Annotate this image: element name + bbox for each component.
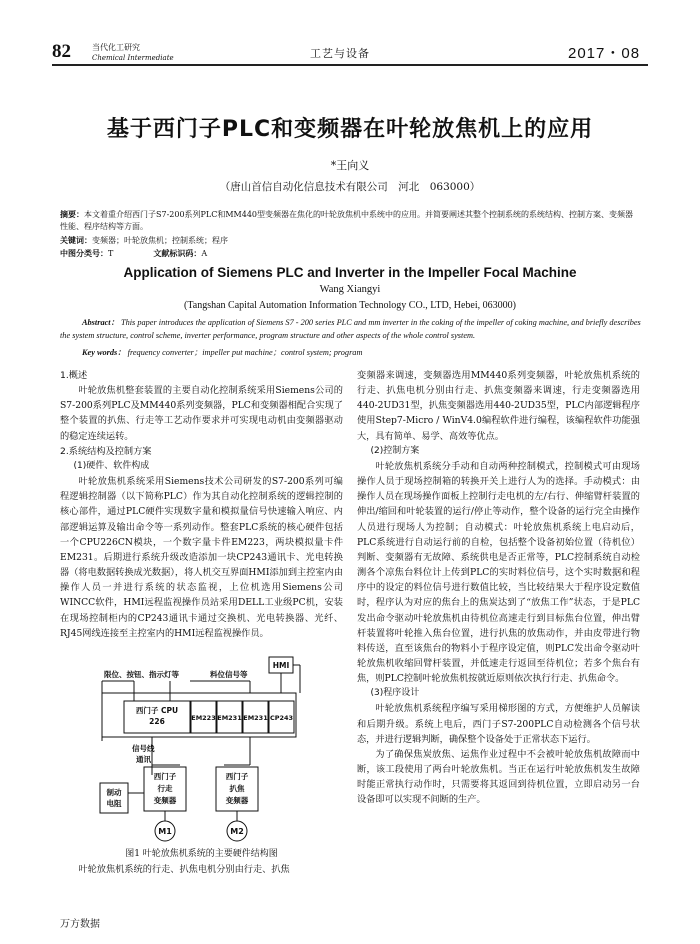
body-right-column [357,368,640,808]
footer-source: 万方数据 [60,919,100,930]
author-cn: *王向义 [330,159,370,172]
brake-label-2: 电阻 [106,799,122,808]
subheading-hardware-software: (1)硬件、软件构成 [73,460,150,471]
figure-caption: 图1 叶轮放焦机系统的主要硬件结构图 [125,849,278,859]
body-left-column [60,368,343,641]
label-limits-buttons: 限位、按钮、指示灯等 [104,670,179,679]
keywords-cn-text: 变频器；叶轮放焦机；控制系统；程序 [92,236,228,245]
paragraph-redundancy: 为了确保焦炭放焦、运焦作业过程中不会被叶轮放焦机故障而中断，该工段使用了两台叶轮放焦机。当正在运行叶轮放焦机发生故障时能正常执行动作时，只需要将其返回到待机位置，立即启动另一台设备即可以实现不间断的生产。 [357,748,640,806]
paragraph-inverter: 变频器来调速，变频器选用MM440系列变频器，叶轮放焦机系统的行走、扒焦电机分别由行走、扒焦变频器来调速，行走变频器选用440-2UD31型，扒焦变频器选用440-2UD35型，PLC内部逻辑程序使用Step7-Micro / WinV4.0编程软件进行编程，该编程软件功能强大，具有简单、易学、高效等优点。 [357,370,640,442]
rake-inverter-label-1: 西门子 [225,772,249,781]
article-title-cn: 基于西门子PLC和变频器在叶轮放焦机上的应用 [106,117,594,142]
doc-code-label: 文献标识码： [153,248,202,258]
classification [60,247,640,260]
paragraph-hardware: 叶轮放焦机系统采用Siemens技术公司研发的S7-200系列可编程逻辑控制器（以下简称PLC）作为其自动化控制系统的逻辑控制的核心部件，通过PLC硬件实现数字量和模拟量信号快速输入响应、内部逻辑运算及输出命令等一系列动作。整套PLC系统的核心硬件包括一个CPU226CN模块，一个数字量卡件EM223，两块模拟量卡件EM231。后期进行系统升级改造添加一块CP243通讯卡、光电转换器（将电数据转换成光数据），将人机交互界面HMI添加到主控室内由操作人员一并进行系统的状态监视，上位机选用Siemens公司WINCC软件，HMI远程监视操作员站采用DELL工业级PC机，安装在现场控制柜内的CP243通讯卡通过交换机、光电转换器、光纤、RJ45网线连接至主控室内的HMI远程监视操作员。 [60,476,343,639]
motor-m2-label: M2 [230,827,244,836]
journal-name-cn: 当代化工研究 [92,43,140,52]
keywords-cn-label: 关键词： [60,235,92,245]
rake-inverter-label-2: 扒焦 [229,784,245,793]
subheading-program-design: (3)程序设计 [370,688,420,699]
keywords-en-label: Key words： [82,348,126,357]
article-title-en: Application of Siemens PLC and Inverter in the Impeller Focal Machine [123,265,577,280]
issue-date: 2017・08 [568,45,641,62]
journal-name [92,43,174,63]
abstract-cn [60,208,640,233]
hmi-label: HMI [272,661,290,670]
paragraph-after-figure: 叶轮放焦机系统的行走、扒焦电机分别由行走、扒焦 [78,864,290,875]
journal-name-en: Chemical Intermediate [92,54,174,62]
abstract-en-label: Abstract： [82,318,119,327]
abstract-cn-text: 本文着重介绍西门子S7-200系列PLC和MM440型变频器在焦化的叶轮放焦机中系统中的应用。并简要阐述其整个控制系统的系统结构、控制方案、变频器性能、程序结构等方面。 [60,210,634,231]
section-heading-structure: 2.系统结构及控制方案 [60,445,152,457]
comm-label-1: 信号线 [132,744,155,753]
abstract-cn-label: 摘要： [60,209,84,219]
paragraph-overview: 叶轮放焦机整套装置的主要自动化控制系统采用Siemens公司的S7-200系列PLC及MM440系列变频器，PLC和变频器相配合实现了整个装置的扒焦、行走等工艺动作要求并可实现电动机由变频器驱动的稳定连续运转。 [60,385,343,442]
keywords-en [82,346,362,358]
label-level-signals: 料位信号等 [210,670,248,679]
travel-inverter-label-3: 变频器 [153,796,177,805]
paragraph-control-scheme: 叶轮放焦机系统分手动和自动两种控制模式，控制模式可由现场操作人员于现场控制箱的转换开关上进行人为的选择。手动模式：由操作人员在现场操作面板上控制行走电机的左/右行、伸缩臂杆装置的伸出/缩回和叶轮装置的运行/停止等动作，整个设备的运行完全由操作人员进行现场人为控制；自动模式：叶轮放焦机系统上电启动后，PLC系统进行自动运行前的自检，包括整个设备初始位置（待机位）判断、变频器有无故障、系统供电是否正常等，PLC控制系统自动检测各个凉焦台料位计上传到PLC的实时料位信号，这个实时数据和程序中的设定的料位信号进行数值比较，当比较结果大于程序设定数值时，程序认为对应的焦台上的焦炭达到了“放焦工作”状态，于是PLC发出命令驱动叶轮放焦机由待机位高速走行到目标焦台位置，伸出臂杆装置将叶轮推入焦台位置，进行扒焦的放焦动作，并由皮带进行物料传送，直至该焦台的物料小于程序设定值，则PLC发出命令驱动叶轮放焦机收缩回臂杆装置，并低速走行返回至待机位；若多个焦台有焦，则PLC控制叶轮放焦机按就近原则依次执行行走、扒焦命令。 [357,460,640,685]
em231-label-1: EM231 [217,714,242,722]
section-title: 工艺与设备 [310,47,370,60]
clc-value: T [108,249,114,258]
author-en: Wang Xiangyi [319,284,381,295]
travel-inverter-label-1: 西门子 [153,772,177,781]
page-number: 82 [52,41,71,62]
affiliation-cn: （唐山首信自动化信息技术有限公司 河北 063000） [219,181,481,193]
keywords-en-text: frequency converter；impeller put machine；control system; program [127,348,363,357]
comm-label-2: 通讯 [136,755,151,764]
cpu-label-1: 西门子 CPU [135,706,179,715]
paragraph-program-design: 叶轮放焦机系统程序编写采用梯形图的方式，方便维护人员解读和后期升级。系统上电后，西门子S7-200PLC自动检测各个信号状态，并进行逻辑判断，确保整个设备处于正常状态下运行。 [357,703,640,745]
em223-label: EM223 [191,714,216,722]
section-heading-overview: 1.概述 [60,370,88,381]
subheading-control-scheme: (2)控制方案 [370,445,420,456]
keywords-cn [60,234,640,247]
abstract-en [60,317,642,342]
hardware-structure-diagram [60,655,343,845]
doc-code-value: A [201,249,208,258]
affiliation-en: (Tangshan Capital Automation Information Technology CO., LTD, Hebei, 063000) [184,300,516,311]
brake-label-1: 制动 [106,788,122,797]
cpu-label-2: 226 [149,717,165,726]
rake-inverter-label-3: 变频器 [225,796,249,805]
abstract-en-text: This paper introduces the application of Siemens S7 - 200 series PLC and mm inverter in the coking of the impeller of coking machine, and briefly describes the system structure, control scheme, inverter performance, program structure and other aspects of the whole control system. [60,318,641,340]
cp243-label: CP243 [269,714,294,722]
travel-inverter-label-2: 行走 [157,784,173,793]
header-rule [52,64,648,66]
clc-label: 中图分类号： [60,248,108,258]
motor-m1-label: M1 [158,827,172,836]
em231-label-2: EM231 [243,714,268,722]
